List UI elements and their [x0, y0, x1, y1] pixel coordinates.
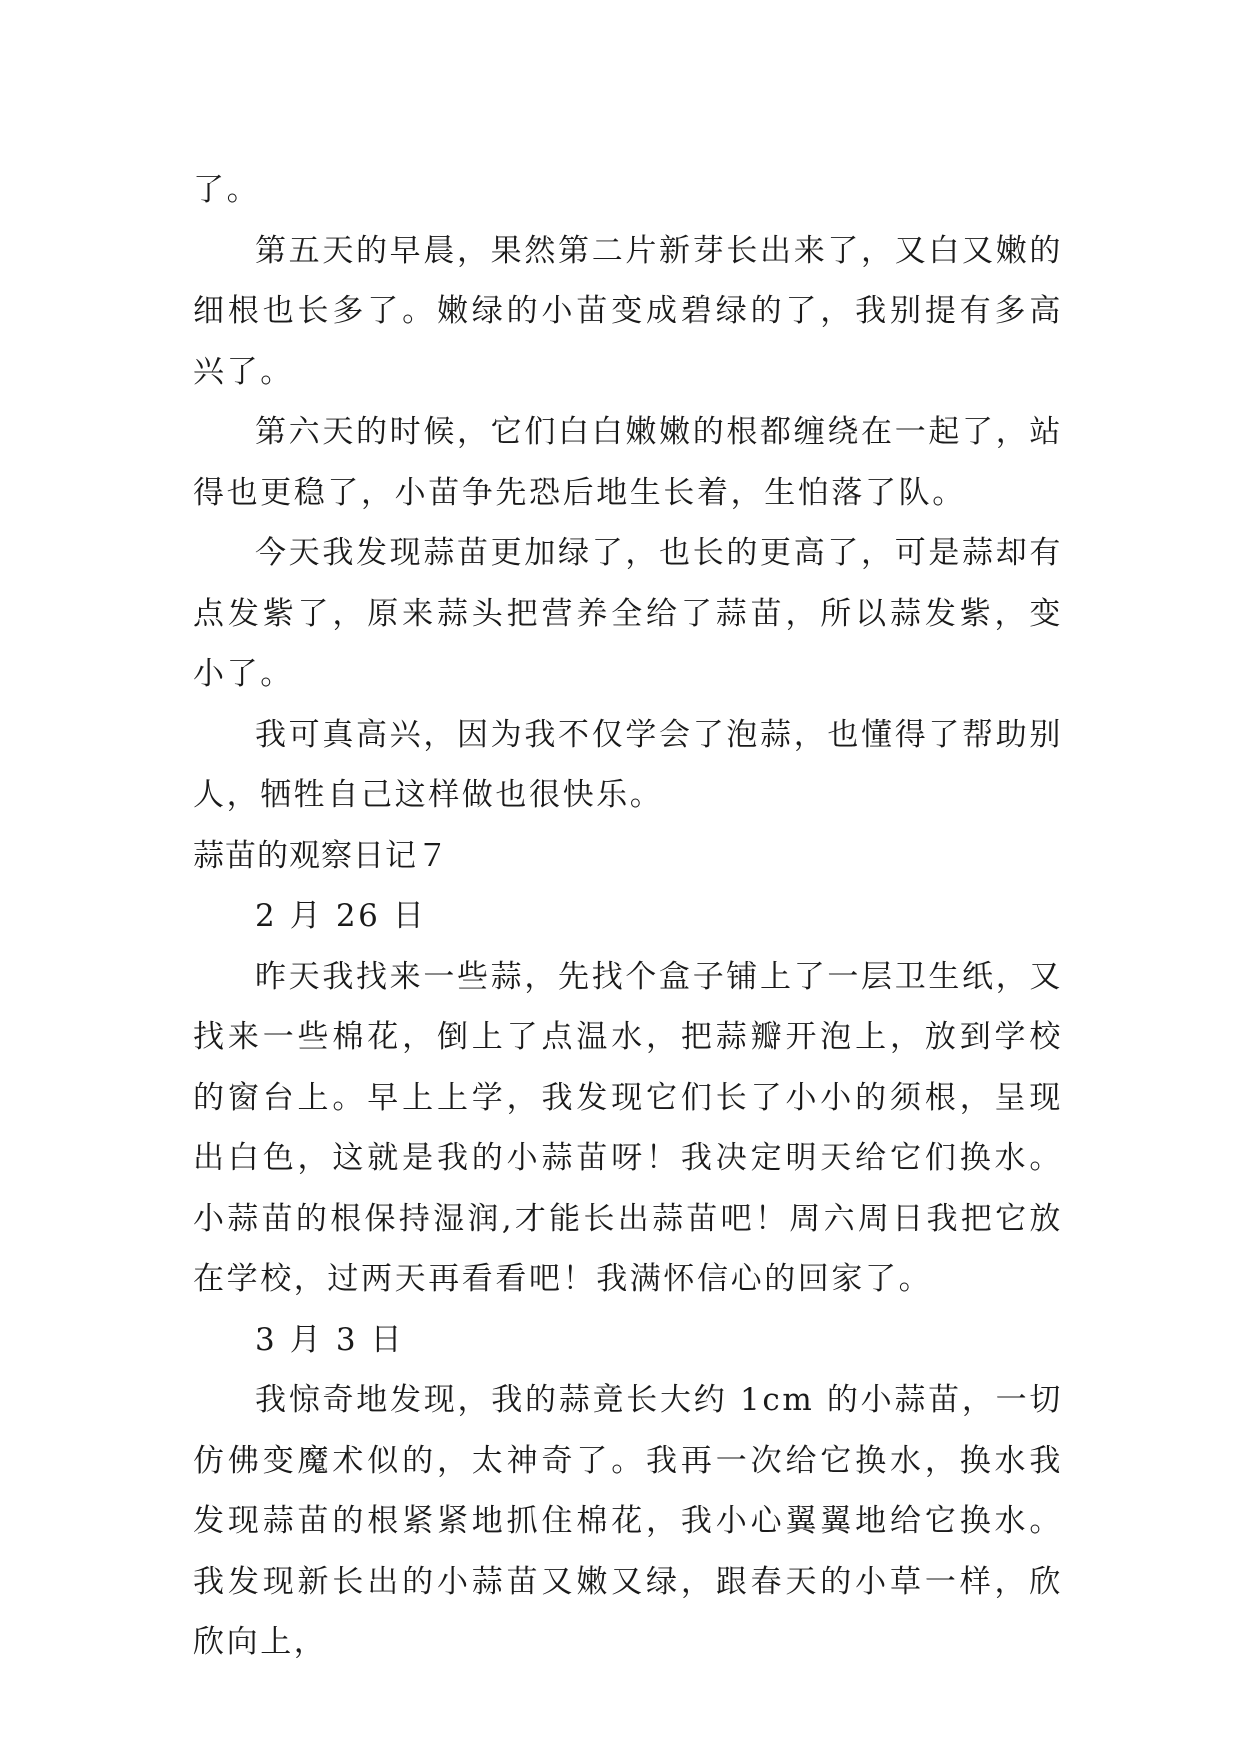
- paragraph-today: 今天我发现蒜苗更加绿了，也长的更高了，可是蒜却有点发紫了，原来蒜头把营养全给了蒜苗，所以蒜发紫，变小了。: [193, 535, 1063, 692]
- section-heading: 蒜苗的观察日记７: [193, 837, 449, 874]
- paragraph-continuation: 了。: [193, 172, 261, 208]
- entry-date-mar-3: 3 月 3 日: [255, 1321, 405, 1358]
- paragraph-conclusion: 我可真高兴，因为我不仅学会了泡蒜，也懂得了帮助别人，牺牲自己这样做也很快乐。: [193, 716, 1063, 813]
- entry-date-feb-26: 2 月 26 日: [255, 898, 427, 934]
- document-body: [193, 160, 1063, 1673]
- paragraph-day-six: 第六天的时候，它们白白嫩嫩的根都缠绕在一起了，站得也更稳了，小苗争先恐后地生长着，生怕落了队。: [193, 414, 1063, 511]
- paragraph-day-five: 第五天的早晨，果然第二片新芽长出来了，又白又嫩的细根也长多了。嫩绿的小苗变成碧绿的了，我别提有多高兴了。: [193, 232, 1063, 390]
- paragraph-mar-3: 我惊奇地发现，我的蒜竟长大约 1cm 的小蒜苗，一切仿佛变魔术似的，太神奇了。我再一次给它换水，换水我发现蒜苗的根紧紧地抓住棉花，我小心翼翼地给它换水。我发现新长出的小蒜苗又嫩又绿，跟春天的小草一样，欣欣向上，: [193, 1382, 1063, 1660]
- paragraph-feb-26: 昨天我找来一些蒜，先找个盒子铺上了一层卫生纸，又找来一些棉花，倒上了点温水，把蒜瓣开泡上，放到学校的窗台上。早上上学，我发现它们长了小小的须根，呈现出白色，这就是我的小蒜苗呀！我决定明天给它们换水。小蒜苗的根保持湿润,才能长出蒜苗吧！周六周日我把它放在学校，过两天再看看吧！我满怀信心的回家了。: [193, 958, 1063, 1297]
